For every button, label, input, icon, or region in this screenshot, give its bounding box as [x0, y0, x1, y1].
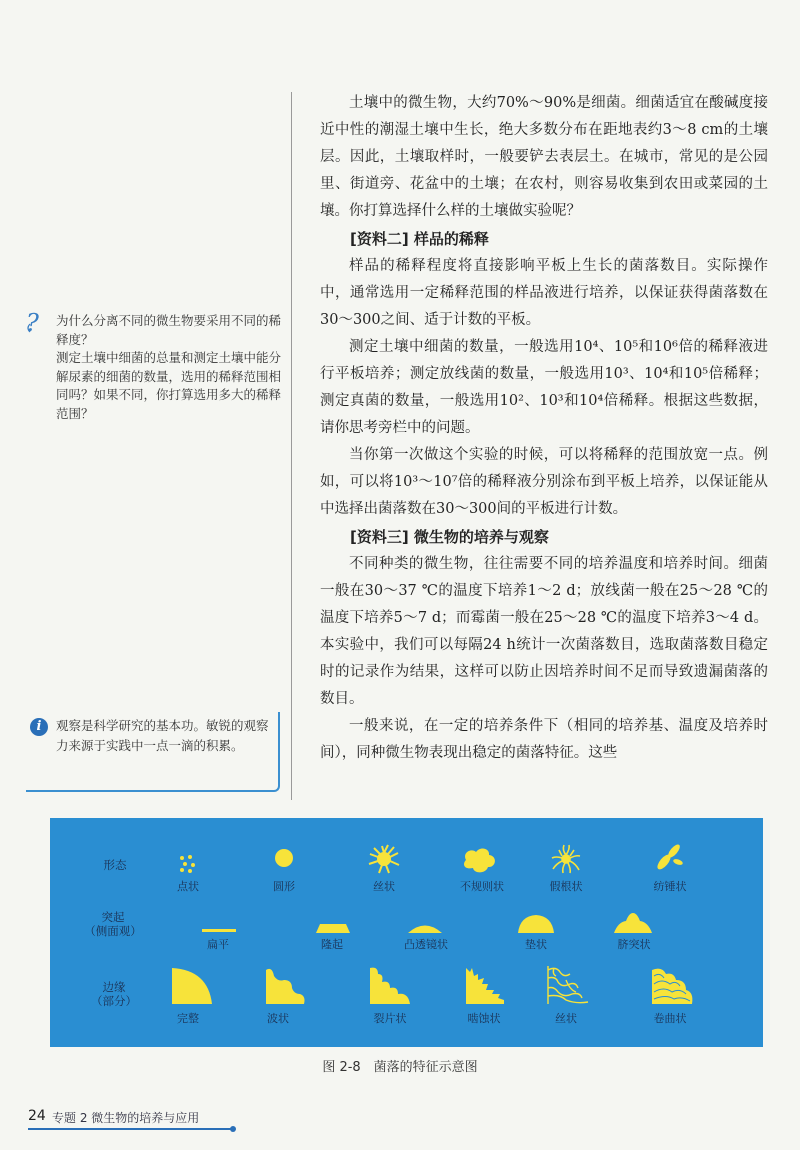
pulvinate-shape — [518, 914, 554, 934]
margin-label-undulate: 波状 — [267, 1012, 289, 1025]
form-label-irregular: 不规则状 — [460, 880, 504, 893]
sidebar-question-1: 为什么分离不同的微生物要采用不同的稀释度？ — [56, 313, 282, 347]
punctiform-shape — [178, 854, 198, 874]
row-label-margin: 边缘 （部分） — [91, 980, 137, 1008]
margin-label-filamentous: 丝状 — [555, 1012, 577, 1025]
curled-margin-shape — [650, 966, 694, 1006]
form-label-rhizoid: 假根状 — [549, 880, 583, 893]
filamentous-shape — [368, 844, 400, 874]
circular-shape — [274, 848, 294, 868]
sidebar-tip-note — [26, 712, 278, 790]
page-number: 24 — [28, 1108, 46, 1124]
convex-shape — [408, 920, 442, 934]
row-label-elevation: 突起 （侧面观） — [84, 910, 142, 938]
margin-label-curled: 卷曲状 — [653, 1012, 687, 1025]
column-divider — [291, 92, 292, 800]
paragraph-dilution: 样品的稀释程度将直接影响平板上生长的菌落数目。实际操作中，通常选用一定稀释范围的样品液进行培养，以保证获得菌落数在30～300之间、适于计数的平板。 — [320, 258, 768, 328]
row-label-form: 形态 — [103, 858, 127, 872]
sidebar-question-note — [28, 312, 283, 423]
elevation-label-umbonate: 脐突状 — [617, 938, 651, 951]
flat-shape — [202, 928, 236, 934]
sidebar-question-2: 测定土壤中细菌的总量和测定土壤中能分解尿素的细菌的数量，选用的稀释范围相同吗？如果不同，你打算选用多大的稀释范围？ — [56, 350, 282, 421]
page-footer — [0, 1104, 800, 1144]
footer-rule — [28, 1128, 232, 1130]
undulate-margin-shape — [264, 966, 306, 1006]
paragraph-colony-features: 一般来说，在一定的培养条件下（相同的培养基、温度及培养时间），同种微生物表现出稳定的菌落特征。这些 — [320, 718, 768, 761]
svg-text:?: ? — [26, 310, 39, 336]
margin-label-entire: 完整 — [177, 1012, 199, 1025]
form-label-filamentous: 丝状 — [373, 880, 395, 893]
elevation-label-convex: 凸透镜状 — [404, 938, 448, 951]
tip-text: 观察是科学研究的基本功。敏锐的观察力来源于实践中一点一滴的积累。 — [56, 718, 269, 753]
form-label-circular: 圆形 — [273, 880, 295, 893]
entire-margin-shape — [170, 966, 214, 1006]
elevation-label-raised: 隆起 — [321, 938, 343, 951]
rhizoid-shape — [550, 844, 582, 874]
margin-label-erose: 啮蚀状 — [467, 1012, 501, 1025]
info-icon: i — [30, 718, 48, 736]
section-heading-culture: [资料三] 微生物的培养与观察 — [350, 528, 549, 546]
paragraph-dilution-ranges: 测定土壤中细菌的数量，一般选用10⁴、10⁵和10⁶倍的稀释液进行平板培养；测定放线菌的数量，一般选用10³、10⁴和10⁵倍稀释；测定真菌的数量，一般选用10²、10³和10⁴倍稀释。根据这些数据，请你思考旁栏中的问题。 — [320, 339, 768, 436]
raised-shape — [316, 922, 350, 934]
form-label-punctiform: 点状 — [177, 880, 199, 893]
section-heading-dilution: [资料二] 样品的稀释 — [350, 230, 489, 248]
filamentous-margin-shape — [546, 964, 590, 1006]
colony-characteristics-figure — [50, 818, 763, 1047]
elevation-label-flat: 扁平 — [207, 938, 229, 951]
erose-margin-shape — [464, 966, 506, 1006]
umbonate-shape — [614, 912, 652, 934]
footer-dot — [230, 1126, 236, 1132]
question-mark-icon — [24, 310, 50, 336]
form-label-fusiform: 纺锤状 — [653, 880, 687, 893]
irregular-shape — [462, 846, 498, 874]
paragraph-soil: 土壤中的微生物，大约70%～90%是细菌。细菌适宜在酸碱度接近中性的潮湿土壤中生长，绝大多数分布在距地表约3～8 cm的土壤层。因此，土壤取样时，一般要铲去表层土。在城市，常见的是公园里、街道旁、花盆中的土壤；在农村，则容易收集到农田或菜园的土壤。你打算选择什么样的土壤做实验呢？ — [320, 95, 768, 219]
figure-caption: 图 2-8 菌落的特征示意图 — [322, 1060, 478, 1075]
margin-label-lobate: 裂片状 — [373, 1012, 407, 1025]
elevation-label-pulvinate: 垫状 — [525, 938, 547, 951]
paragraph-first-experiment: 当你第一次做这个实验的时候，可以将稀释的范围放宽一点。例如，可以将10³～10⁷倍的稀释液分别涂布到平板上培养，以保证能从中选择出菌落数在30～300间的平板进行计数。 — [320, 447, 768, 517]
lobate-margin-shape — [368, 966, 412, 1006]
paragraph-culture: 不同种类的微生物，往往需要不同的培养温度和培养时间。细菌一般在30～37 ℃的温度下培养1～2 d；放线菌一般在25～28 ℃的温度下培养5～7 d；而霉菌一般在25～28 ℃的温度下培养3～4 d。本实验中，我们可以每隔24 h统计一次菌落数目，选取菌落数目稳定时的记录作为结果，这样可以防止因培养时间不足而导致遗漏菌落的数目。 — [320, 556, 768, 707]
fusiform-shape — [654, 842, 684, 872]
main-text-column — [320, 90, 768, 767]
chapter-title: 专题 2 微生物的培养与应用 — [52, 1111, 200, 1125]
